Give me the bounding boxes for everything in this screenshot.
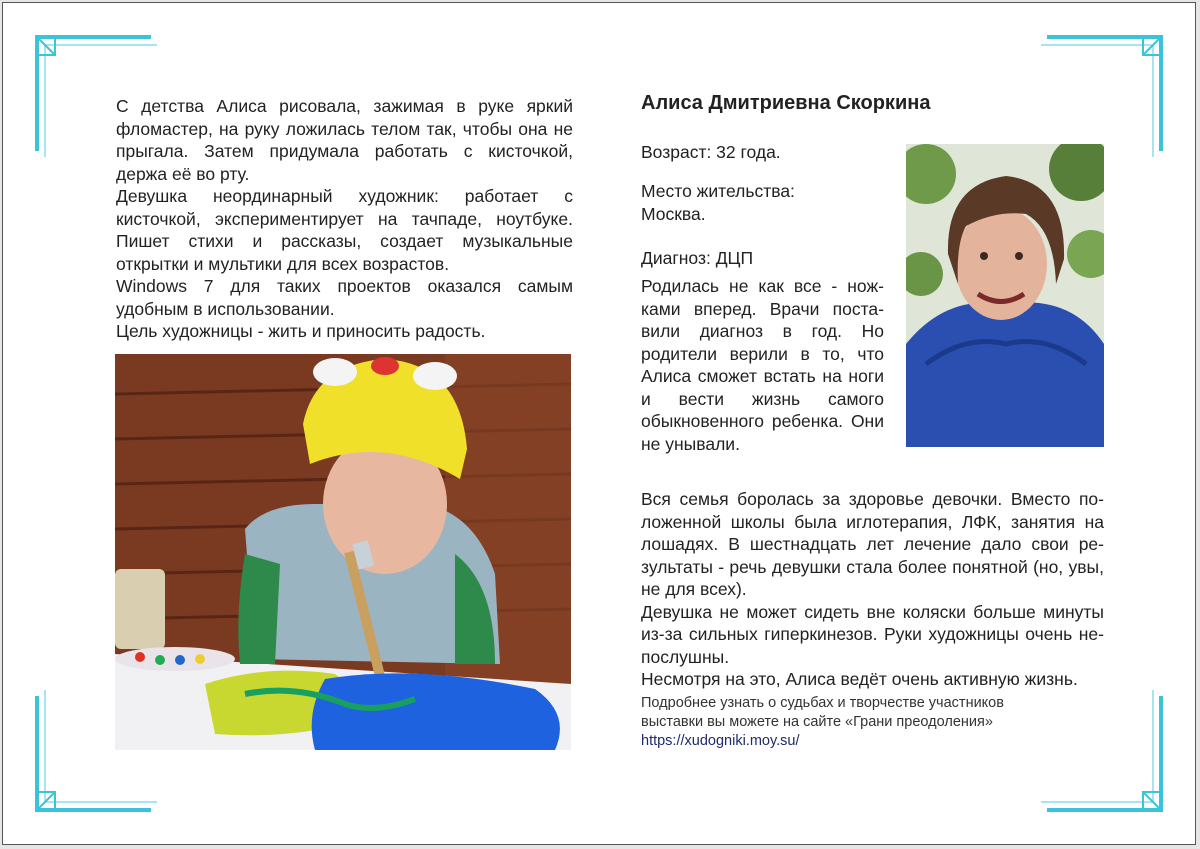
description-paragraph: Цель художницы - жить и приносить радость. xyxy=(116,321,486,341)
diagnosis-line: Диагноз: ДЦП xyxy=(641,248,754,268)
artist-description xyxy=(116,95,573,343)
family-paragraph: Девушка не может сидеть вне коляски больше минуты из-за сильных гиперкинезов. Руки художницы очень непослушны. xyxy=(641,601,1104,667)
family-paragraph: Несмотря на это, Алиса ведёт очень активную жизнь. xyxy=(641,669,1078,689)
footer-line: Подробнее узнать о судьбах и творчестве участников xyxy=(641,695,1004,711)
description-paragraph: С детства Алиса рисовала, зажимая в руке яркий фломастер, на руку ложилась телом так, чтобы она не прыгала. Затем придумала работать с кисточкой, держа её во рту. xyxy=(116,96,573,184)
brochure-page xyxy=(2,2,1196,845)
family-paragraph: Вся семья боролась за здоровье девочки. Вместо положенной школы была иглотерапия, ЛФК, занятия на лошадях. В шестнадцать лет лечение дало свои результаты - речь девушки стала более понятной (но, увы, не для всех). xyxy=(641,489,1104,599)
residence-label: Место жительства: xyxy=(641,181,795,201)
description-paragraph: Девушка неординарный художник: работает с кисточкой, экспериментирует на тачпаде, ноутбуке. Пишет стихи и рассказы, создает музыкальные открытки и мультики для всех возрастов. xyxy=(116,186,573,274)
artist-portrait-photo xyxy=(906,144,1104,447)
residence-value: Москва. xyxy=(641,204,706,224)
description-paragraph: Windows 7 для таких проектов оказался самым удобным в использовании. xyxy=(116,276,573,319)
artist-name-title: Алиса Дмитриевна Скоркина xyxy=(641,92,931,114)
age-line: Возраст: 32 года. xyxy=(641,142,781,162)
birth-story-text: Родилась не как все - ножками вперед. Врачи поставили диагноз в год. Но родители верили в то, что Алиса сможет встать на ноги и вести жизнь самого обыкновенного ребенка. Они не унывали. xyxy=(641,276,884,454)
website-link[interactable]: https://xudogniki.moy.su/ xyxy=(641,733,800,749)
footer-line: выставки вы можете на сайте «Грани преодоления» xyxy=(641,714,993,730)
family-story xyxy=(641,488,1104,691)
artist-painting-photo xyxy=(115,354,571,750)
footer-note xyxy=(641,694,1111,751)
